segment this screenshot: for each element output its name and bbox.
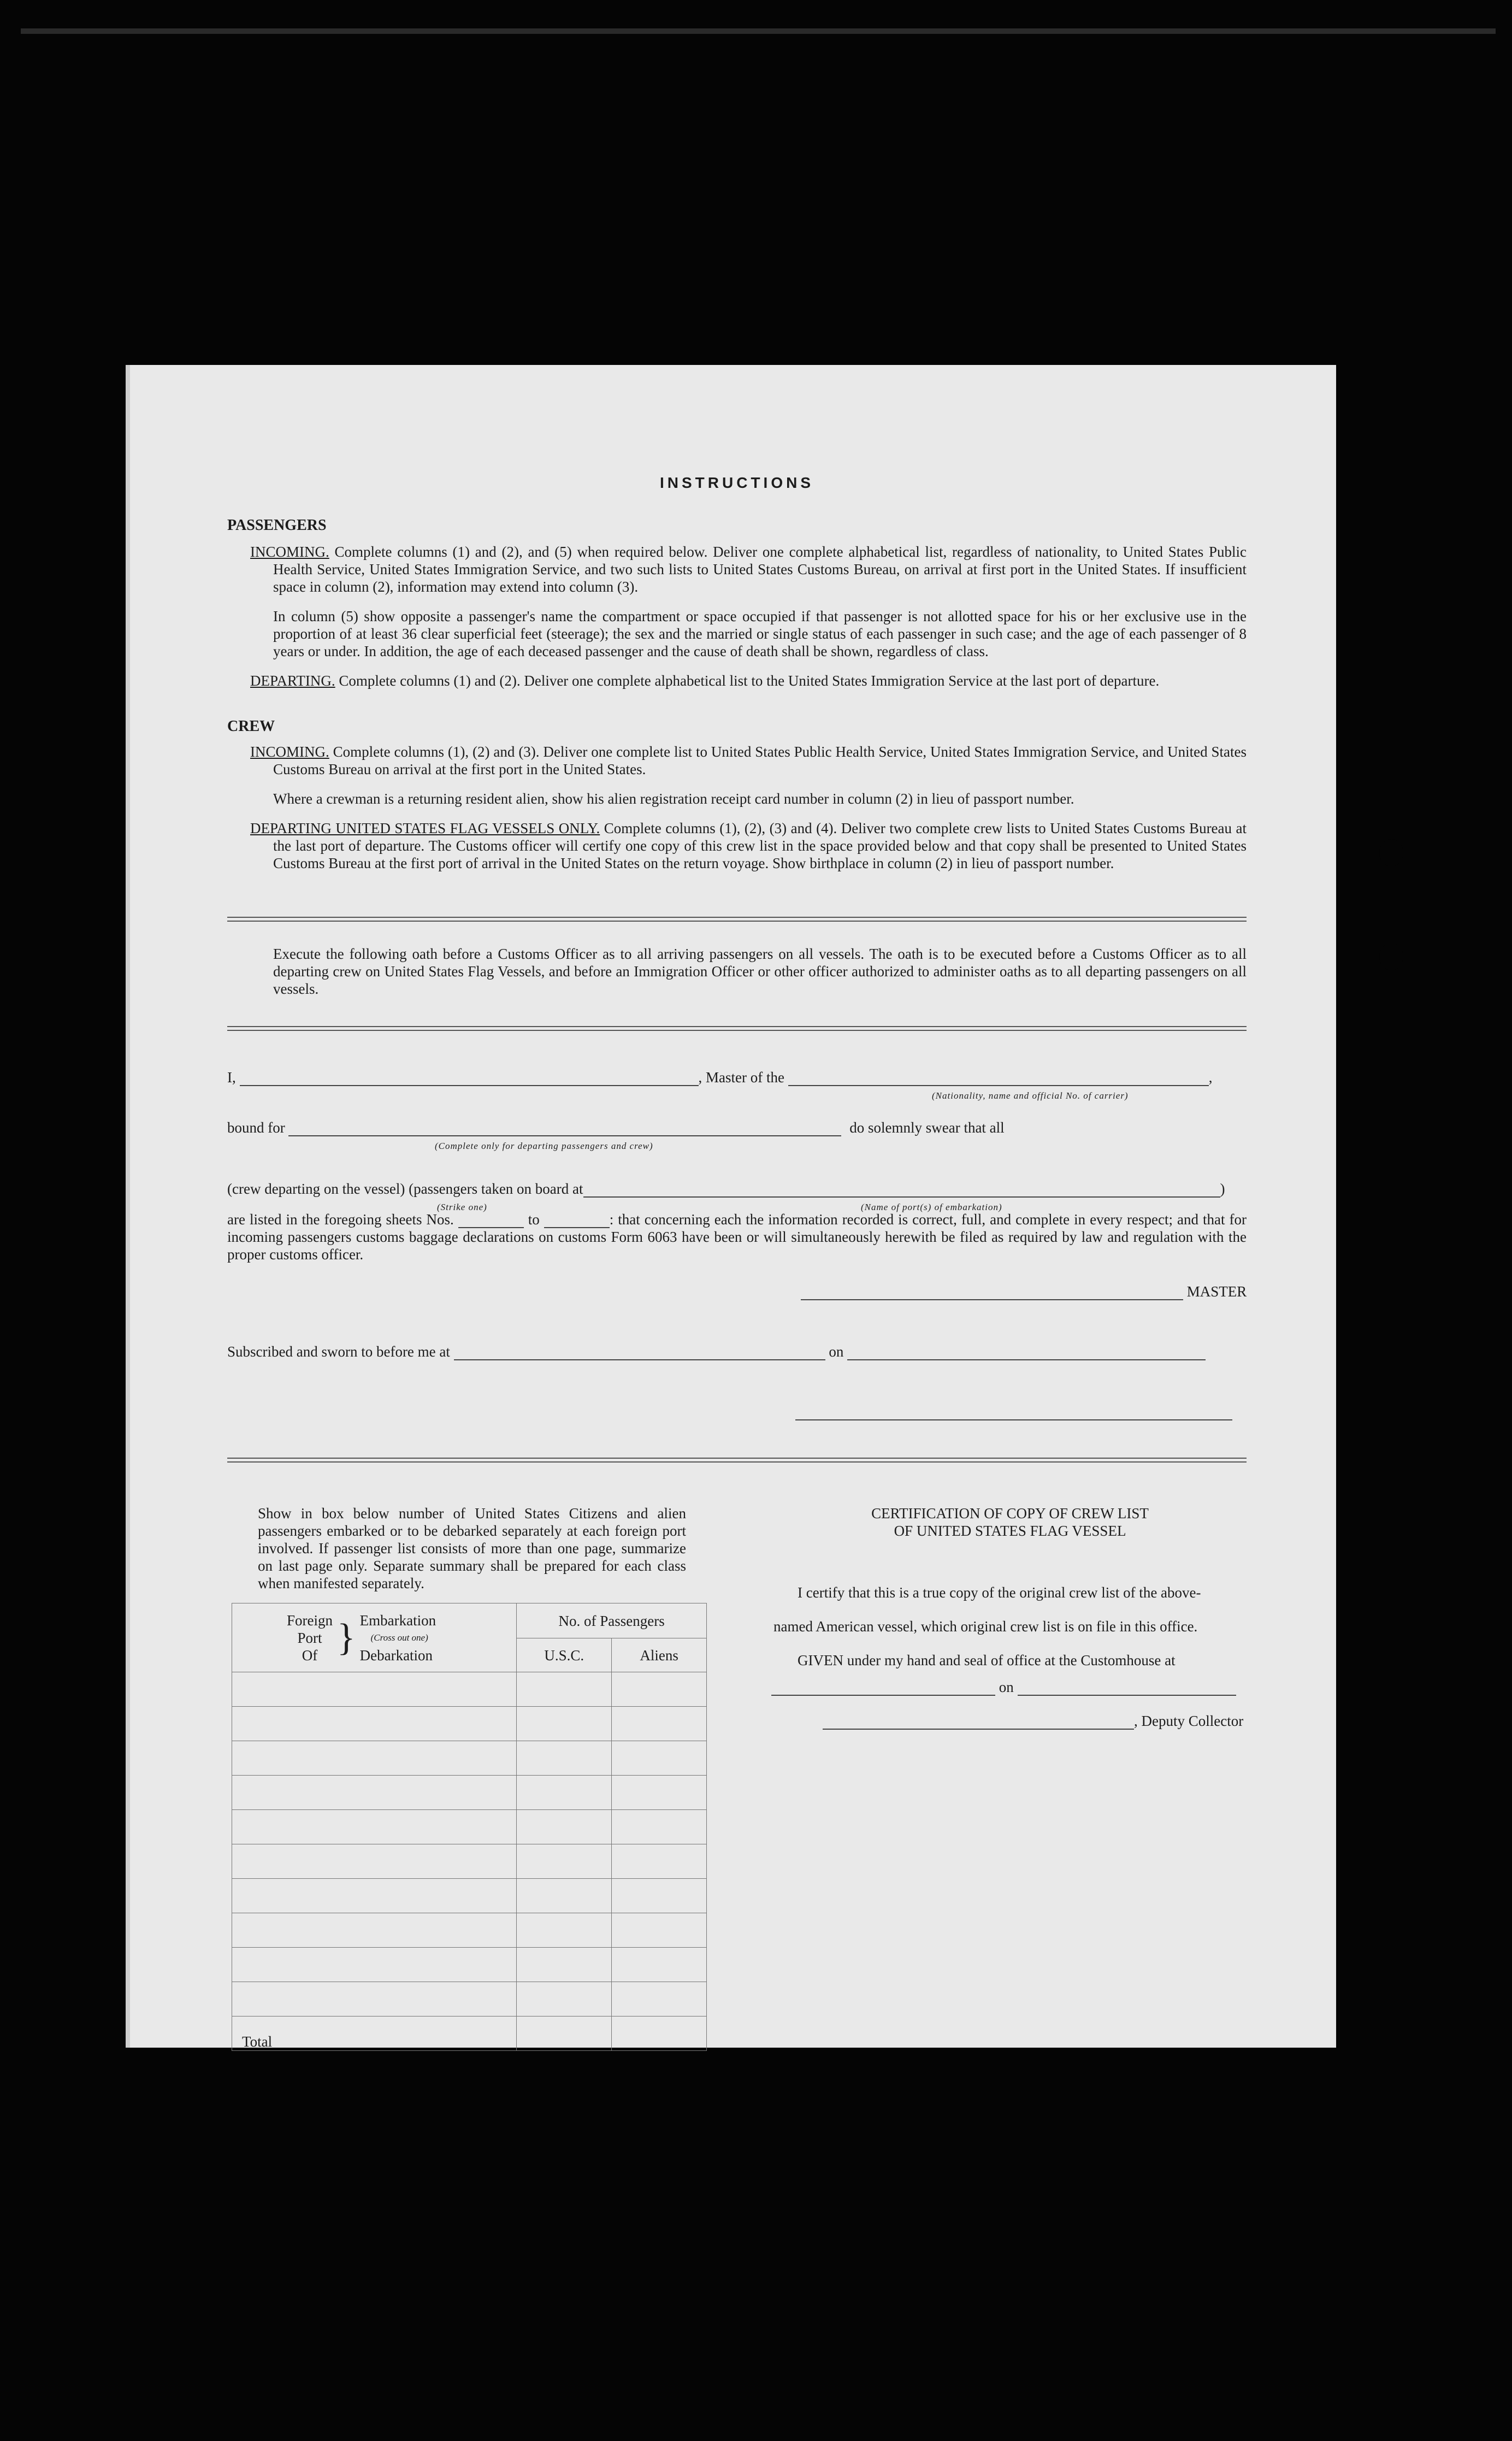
- oath-line-ports: [227, 1180, 1247, 1198]
- ports-close-paren: ): [1220, 1181, 1225, 1197]
- table-row: [232, 1776, 707, 1810]
- certification-title-line2: OF UNITED STATES FLAG VESSEL: [894, 1523, 1126, 1539]
- certification-date-field[interactable]: [1018, 1682, 1236, 1696]
- table-row: [232, 1741, 707, 1776]
- oath-instruction: Execute the following oath before a Customs Officer as to all arriving passengers on all vessels. The oath is to be executed before a Customs Officer as to all departing crew on United States Flag Vessels, and before an Immigration Officer or other officer authorized to administer oaths as to all departing passengers on all vessels.: [273, 946, 1247, 997]
- passengers-column5-paragraph: In column (5) show opposite a passenger's name the compartment or space occupied if that passenger is not allotted space for his or her exclusive use in the proportion of at least 36 clear superficial feet (steerage); the sex and the married or single status of each passenger in such case; and the age of each passenger of 8 years or under. In addition, the age of each deceased passenger and the cause of death shall be shown, regardless of class.: [273, 608, 1247, 659]
- aliens-cell[interactable]: [612, 1844, 707, 1879]
- embarkation-label: Embarkation: [359, 1612, 436, 1629]
- passenger-summary-table: [232, 1603, 707, 2051]
- embarkation-ports-field[interactable]: [583, 1183, 1220, 1198]
- port-cell[interactable]: [232, 1741, 517, 1776]
- port-cell[interactable]: [232, 1844, 517, 1879]
- section-divider: [227, 1026, 1247, 1031]
- usc-cell[interactable]: [517, 1948, 612, 1982]
- certify-line2: named American vessel, which original crew list is on file in this office.: [773, 1618, 1198, 1635]
- subscribed-line: [227, 1343, 1247, 1360]
- cross-out-one-label: (Cross out one): [370, 1632, 428, 1643]
- master-of-label: , Master of the: [698, 1069, 784, 1086]
- passengers-incoming-text: Complete columns (1) and (2), and (5) when required below. Deliver one complete alphabetical list, regardless of nationality, to United States Public Health Service, United States Immigration Service, and two such lists to United States Customs Bureau, on arrival at first port in the United States. If insufficient space in column (2), information may extend into column (3).: [273, 544, 1247, 595]
- bound-for-label: bound for: [227, 1119, 285, 1136]
- usc-cell[interactable]: [517, 1672, 612, 1707]
- usc-cell[interactable]: [517, 1913, 612, 1948]
- crew-incoming-text: Complete columns (1), (2) and (3). Deliver one complete list to United States Public Health Service, United States Immigration Service, and United States Customs Bureau on arrival at the first port in the United States.: [273, 744, 1247, 777]
- master-signature-field[interactable]: [801, 1286, 1183, 1300]
- table-row: [232, 1982, 707, 2017]
- oath-listed-paragraph: [227, 1211, 1247, 1263]
- passengers-departing-text: Complete columns (1) and (2). Deliver one complete alphabetical list to the United States Immigration Service at the last port of departure.: [339, 673, 1160, 689]
- port-label: Port: [297, 1629, 322, 1646]
- certification-text: [773, 1576, 1247, 1677]
- aliens-cell[interactable]: [612, 1672, 707, 1707]
- aliens-cell[interactable]: [612, 1879, 707, 1913]
- master-signature-line: [801, 1283, 1247, 1300]
- passengers-heading: PASSENGERS: [227, 517, 327, 534]
- table-row: [232, 1844, 707, 1879]
- aliens-header: Aliens: [612, 1638, 707, 1672]
- total-label: Total: [232, 2017, 517, 2051]
- certification-title-line1: CERTIFICATION OF COPY OF CREW LIST: [871, 1505, 1149, 1522]
- listed-text-continued: and that for incoming passengers customs baggage declarations on customs Form 6063 have been or will simultaneously herewith be filed as required by law and regulation with the proper customs officer.: [227, 1211, 1247, 1263]
- customhouse-line: [771, 1678, 1236, 1696]
- crew-section: [227, 743, 1247, 884]
- crew-incoming-paragraph: [227, 743, 1247, 778]
- instructions-title: INSTRUCTIONS: [660, 474, 814, 491]
- aliens-cell[interactable]: [612, 1948, 707, 1982]
- strike-one-caption: (Strike one): [437, 1202, 487, 1212]
- deputy-signature-field[interactable]: [823, 1715, 1134, 1730]
- listed-in-label: are listed in the foregoing sheets Nos.: [227, 1211, 454, 1228]
- crew-resident-paragraph: Where a crewman is a returning resident alien, show his alien registration receipt card number in column (2) in lieu of passport number.: [273, 791, 1074, 807]
- passengers-incoming-paragraph: [227, 543, 1247, 595]
- oath-i-label: I,: [227, 1069, 236, 1086]
- total-row: [232, 2017, 707, 2051]
- crew-departing-text: Complete columns (1), (2), (3) and (4). Deliver two complete crew lists to United States Customs Bureau at the last port of departure. The Customs officer will certify one copy of this crew list in the space provided below and that copy shall be presented to United States Customs Bureau at the first port of arrival in the United States on the return voyage. Show birthplace in column (2) in lieu of passport number.: [273, 820, 1247, 871]
- certification-title: [773, 1505, 1247, 1540]
- usc-cell[interactable]: [517, 1879, 612, 1913]
- sworn-place-field[interactable]: [454, 1346, 825, 1360]
- of-label: Of: [302, 1647, 318, 1664]
- given-line: GIVEN under my hand and seal of office at the Customhouse at: [798, 1652, 1176, 1668]
- crew-departing-label: (crew departing on the vessel) (passengers taken on board at: [227, 1181, 583, 1197]
- carrier-caption: (Nationality, name and official No. of carrier): [932, 1090, 1129, 1101]
- oath-comma: ,: [1208, 1069, 1213, 1086]
- table-row: [232, 1707, 707, 1741]
- sheet-to-label: to: [528, 1211, 540, 1228]
- aliens-cell[interactable]: [612, 1913, 707, 1948]
- oath-line-bound: [227, 1119, 1247, 1136]
- punch-hole: [1379, 839, 1403, 866]
- usc-cell[interactable]: [517, 1810, 612, 1844]
- ports-caption: (Name of port(s) of embarkation): [861, 1202, 1002, 1212]
- form-page: [126, 365, 1336, 2048]
- subscribed-label: Subscribed and sworn to before me at: [227, 1343, 450, 1360]
- officer-signature-field[interactable]: [795, 1419, 1232, 1420]
- passengers-departing-paragraph: [227, 672, 1247, 689]
- port-header-cell: [232, 1603, 517, 1672]
- port-cell[interactable]: [232, 1948, 517, 1982]
- crew-heading: CREW: [227, 718, 275, 735]
- port-cell[interactable]: [232, 1776, 517, 1810]
- usc-header: U.S.C.: [517, 1638, 612, 1672]
- master-label: MASTER: [1186, 1283, 1247, 1300]
- oath-line-master: [227, 1069, 1247, 1086]
- passengers-incoming-label: INCOMING.: [250, 544, 329, 560]
- port-cell[interactable]: [232, 1982, 517, 2017]
- usc-cell[interactable]: [517, 1844, 612, 1879]
- port-cell[interactable]: [232, 1672, 517, 1707]
- port-cell[interactable]: [232, 1879, 517, 1913]
- aliens-cell[interactable]: [612, 1982, 707, 2017]
- scanner-edge: [21, 28, 1496, 34]
- sheet-from-field[interactable]: [458, 1214, 524, 1228]
- port-cell[interactable]: [232, 1913, 517, 1948]
- punch-hole: [1379, 943, 1403, 970]
- swear-label: do solemnly swear that all: [849, 1119, 1005, 1136]
- listed-rest: : that concerning each the information recorded is correct, full, and complete in every respect;: [609, 1211, 1173, 1228]
- passengers-section: [227, 543, 1247, 701]
- destination-field[interactable]: [288, 1122, 841, 1136]
- aliens-total-cell[interactable]: [612, 2017, 707, 2051]
- port-cell[interactable]: [232, 1810, 517, 1844]
- deputy-collector-label: , Deputy Collector: [1134, 1713, 1244, 1729]
- destination-caption: (Complete only for departing passengers and crew): [435, 1141, 653, 1151]
- brace-icon: }: [337, 1616, 356, 1659]
- certify-line1: I certify that this is a true copy of the original crew list of the above-: [798, 1584, 1201, 1601]
- sworn-date-field[interactable]: [847, 1346, 1206, 1360]
- aliens-cell[interactable]: [612, 1810, 707, 1844]
- certification-on-label: on: [999, 1679, 1014, 1695]
- usc-cell[interactable]: [517, 1707, 612, 1741]
- crew-departing-label: DEPARTING UNITED STATES FLAG VESSELS ONLY.: [250, 820, 600, 836]
- usc-total-cell[interactable]: [517, 2017, 612, 2051]
- summary-note: Show in box below number of United States Citizens and alien passengers embarked or to be debarked separately at each foreign port involved. If passenger list consists of more than one page, summarize on last page only. Separate summary shall be prepared for each class when manifested separately.: [258, 1505, 686, 1591]
- foreign-label: Foreign: [287, 1612, 333, 1629]
- section-divider: [227, 1458, 1247, 1463]
- customhouse-field[interactable]: [771, 1682, 995, 1696]
- table-row: [232, 1948, 707, 1982]
- table-row: [232, 1672, 707, 1707]
- crew-incoming-label: INCOMING.: [250, 744, 329, 760]
- master-name-field[interactable]: [240, 1072, 699, 1086]
- aliens-cell[interactable]: [612, 1741, 707, 1776]
- aliens-cell[interactable]: [612, 1776, 707, 1810]
- crew-departing-paragraph: [227, 819, 1247, 872]
- sheet-to-field[interactable]: [544, 1214, 610, 1228]
- sworn-on-label: on: [829, 1343, 844, 1360]
- carrier-field[interactable]: [788, 1072, 1209, 1086]
- usc-cell[interactable]: [517, 1776, 612, 1810]
- deputy-line: [823, 1712, 1243, 1730]
- port-cell[interactable]: [232, 1707, 517, 1741]
- debarkation-label: Debarkation: [359, 1647, 433, 1664]
- table-row: [232, 1913, 707, 1948]
- passengers-departing-label: DEPARTING.: [250, 673, 335, 689]
- aliens-cell[interactable]: [612, 1707, 707, 1741]
- section-divider: [227, 917, 1247, 922]
- usc-cell[interactable]: [517, 1741, 612, 1776]
- no-of-passengers-header: No. of Passengers: [517, 1603, 707, 1638]
- table-row: [232, 1879, 707, 1913]
- usc-cell[interactable]: [517, 1982, 612, 2017]
- table-row: [232, 1810, 707, 1844]
